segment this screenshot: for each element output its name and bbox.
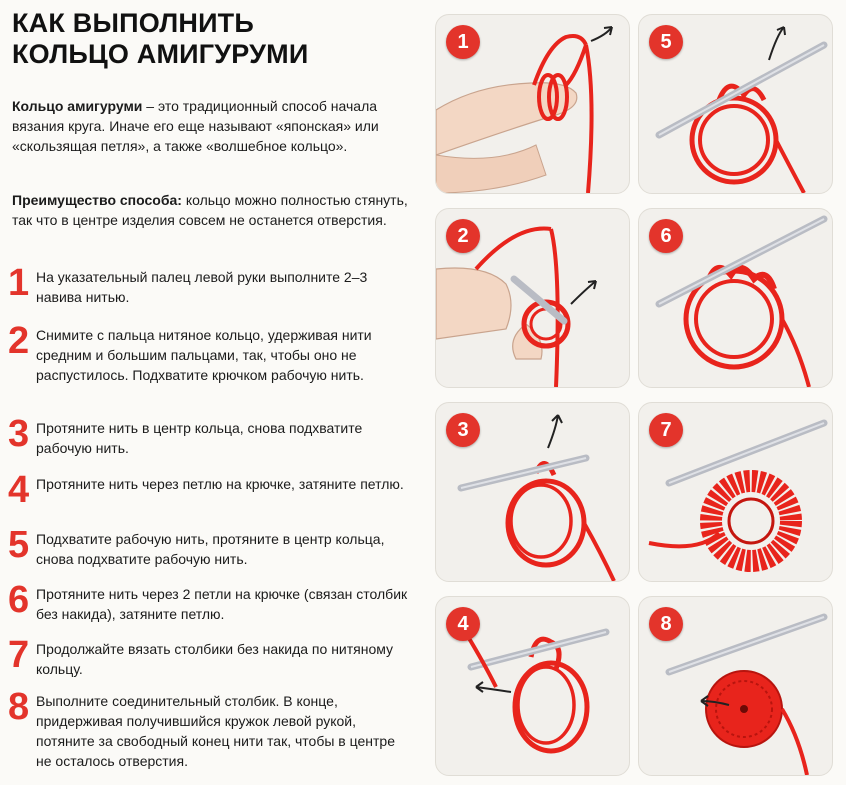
step-badge: 2: [446, 219, 480, 253]
step-4: [8, 469, 413, 511]
advantage-paragraph: [12, 190, 412, 230]
step-text: Подхватите рабочую нить, протяните в центр кольца, снова подхватите рабочую нить.: [36, 531, 385, 567]
page-title: [12, 8, 308, 70]
step-2: [8, 320, 413, 385]
step-badge: 7: [649, 413, 683, 447]
step-text: Протяните нить в центр кольца, снова подхватите рабочую нить.: [36, 420, 363, 456]
advantage-bold: Преимущество способа:: [12, 192, 182, 208]
intro-bold: Кольцо амигуруми: [12, 98, 143, 114]
illustration-card-5: [638, 14, 833, 194]
step-number: 8: [8, 686, 30, 728]
step-text: На указательный палец левой руки выполните 2–3 навива нитью.: [36, 269, 368, 305]
illustrations-column: [420, 0, 846, 785]
illustration-card-8: [638, 596, 833, 776]
step-text: Продолжайте вязать столбики без накида по нитяному кольцу.: [36, 641, 394, 677]
step-text: Протяните нить через 2 петли на крючке (связан столбик без накида), затяните петлю.: [36, 586, 408, 622]
illustration-card-4: [435, 596, 630, 776]
step-badge: 8: [649, 607, 683, 641]
step-badge: 5: [649, 25, 683, 59]
intro-paragraph: [12, 96, 412, 156]
step-7: [8, 634, 413, 679]
illustration-card-1: [435, 14, 630, 194]
step-text: Выполните соединительный столбик. В конце, придерживая получившийся кружок левой рукой, потяните за свободный конец нити так, чтобы в центре не осталось отверстия.: [36, 693, 395, 769]
step-text: Снимите с пальца нитяное кольцо, удерживая нити средним и большим пальцами, так, чтобы оно не распустилось. Подхватите крючком рабочую нить.: [36, 327, 372, 383]
step-number: 1: [8, 262, 30, 304]
illustration-card-3: [435, 402, 630, 582]
illustration-card-2: [435, 208, 630, 388]
instructions-column: [0, 0, 420, 785]
step-number: 5: [8, 524, 30, 566]
title-line-2: КОЛЬЦО АМИГУРУМИ: [12, 39, 309, 69]
intro-text: – это традиционный способ начала вязания круга. Иначе его еще называют «японская» или «скользящая петля», а также «волшебное кольцо».: [12, 98, 379, 154]
step-number: 2: [8, 320, 30, 362]
illustration-card-6: [638, 208, 833, 388]
step-number: 3: [8, 413, 30, 455]
illustration-card-7: [638, 402, 833, 582]
step-8: [8, 686, 413, 771]
title-line-1: КАК ВЫПОЛНИТЬ: [12, 8, 254, 38]
step-number: 4: [8, 469, 30, 511]
step-badge: 4: [446, 607, 480, 641]
step-number: 6: [8, 579, 30, 621]
step-badge: 1: [446, 25, 480, 59]
step-text: Протяните нить через петлю на крючке, затяните петлю.: [36, 476, 404, 492]
step-badge: 6: [649, 219, 683, 253]
step-6: [8, 579, 413, 624]
step-1: [8, 262, 413, 307]
step-badge: 3: [446, 413, 480, 447]
step-3: [8, 413, 413, 458]
step-number: 7: [8, 634, 30, 676]
advantage-text: кольцо можно полностью стянуть, так что в центре изделия совсем не останется отверстия.: [12, 192, 408, 228]
step-5: [8, 524, 413, 569]
